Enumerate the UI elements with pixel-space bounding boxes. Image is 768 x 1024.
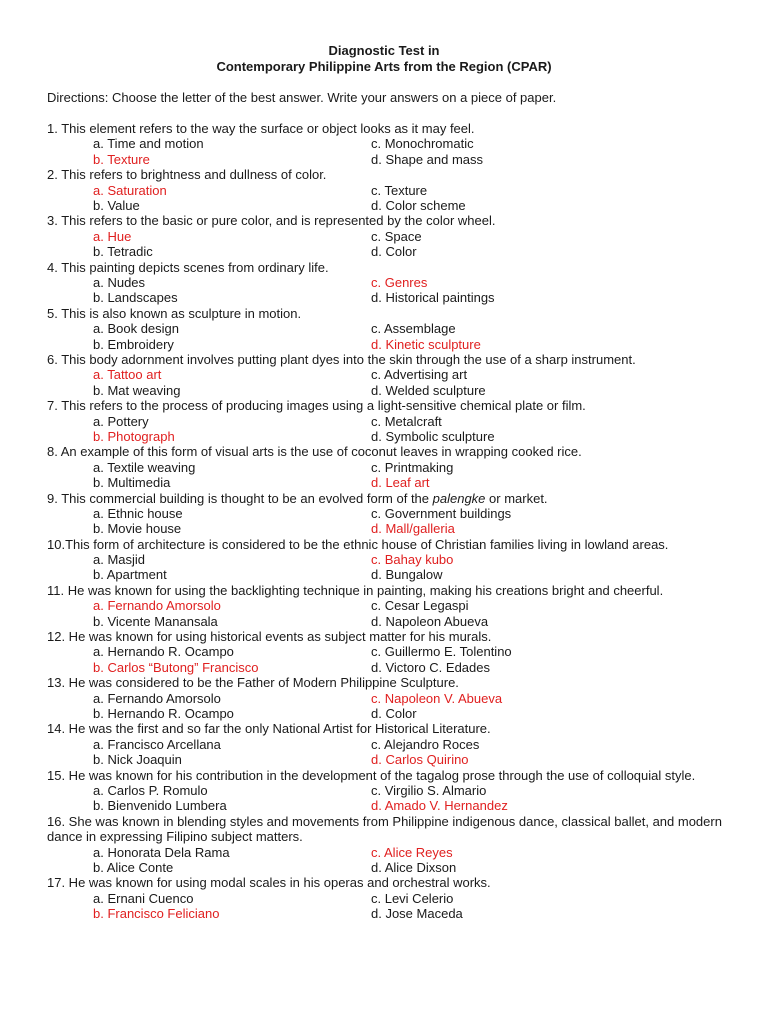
document-subtitle: Contemporary Philippine Arts from the Region (CPAR) bbox=[216, 59, 552, 74]
answer-option: a. Tattoo art bbox=[93, 367, 162, 383]
answer-choice: c. Guillermo E. Tolentino bbox=[371, 644, 512, 660]
answer-option: d. Amado V. Hernandez bbox=[371, 798, 508, 814]
option-row bbox=[47, 383, 727, 398]
answer-choice: a. Hernando R. Ocampo bbox=[93, 644, 234, 660]
question-stem: 12. He was known for using historical events as subject matter for his murals. bbox=[47, 629, 492, 645]
question-stem: 6. This body adornment involves putting plant dyes into the skin through the use of a sharp instrument. bbox=[47, 351, 636, 367]
answer-option: d. Mall/galleria bbox=[371, 521, 455, 537]
answer-choice: b. Nick Joaquin bbox=[93, 752, 182, 768]
question-item bbox=[47, 444, 727, 490]
option-row bbox=[47, 752, 727, 767]
answer-choice: b. Movie house bbox=[93, 521, 182, 537]
question-stem: 8. An example of this form of visual arts is the use of coconut leaves in wrapping cooked rice. bbox=[47, 444, 582, 460]
answer-option: b. Texture bbox=[93, 151, 150, 167]
question-stem: 11. He was known for using the backlighting technique in painting, making his creations bright and cheerful. bbox=[47, 582, 664, 598]
answer-choice: a. Honorata Dela Rama bbox=[93, 844, 230, 860]
option-row bbox=[47, 706, 727, 721]
option-row bbox=[47, 229, 727, 244]
answer-option: b. Carlos “Butong” Francisco bbox=[93, 659, 259, 675]
answer-choice: c. Metalcraft bbox=[371, 413, 442, 429]
question-stem: 13. He was considered to be the Father of Modern Philippine Sculpture. bbox=[47, 675, 459, 691]
option-row bbox=[47, 367, 727, 382]
question-item bbox=[47, 875, 727, 921]
option-row bbox=[47, 737, 727, 752]
answer-choice: a. Pottery bbox=[93, 413, 149, 429]
question-item bbox=[47, 121, 727, 167]
answer-choice: d. Jose Maceda bbox=[371, 906, 463, 922]
option-row bbox=[47, 321, 727, 336]
question-item bbox=[47, 583, 727, 629]
answer-choice: b. Apartment bbox=[93, 567, 167, 583]
answer-choice: d. Symbolic sculpture bbox=[371, 428, 495, 444]
question-item bbox=[47, 675, 727, 721]
option-row bbox=[47, 660, 727, 675]
question-stem: 1. This element refers to the way the surface or object looks as it may feel. bbox=[47, 121, 475, 136]
option-row bbox=[47, 552, 727, 567]
directions-text: Directions: Choose the letter of the best answer. Write your answers on a piece of paper. bbox=[47, 90, 557, 105]
answer-option: a. Fernando Amorsolo bbox=[93, 598, 221, 614]
question-item bbox=[47, 213, 727, 259]
question-stem: 9. This commercial building is thought to be an evolved form of the palengke or market. bbox=[47, 490, 548, 506]
answer-choice: a. Ernani Cuenco bbox=[93, 890, 194, 906]
option-row bbox=[47, 891, 727, 906]
answer-option: d. Kinetic sculpture bbox=[371, 336, 481, 352]
option-row bbox=[47, 183, 727, 198]
answer-choice: d. Victoro C. Edades bbox=[371, 659, 490, 675]
option-row bbox=[47, 906, 727, 921]
question-item bbox=[47, 352, 727, 398]
answer-option: c. Napoleon V. Abueva bbox=[371, 690, 503, 706]
answer-choice: a. Masjid bbox=[93, 552, 146, 568]
answer-choice: c. Monochromatic bbox=[371, 136, 474, 152]
option-row bbox=[47, 475, 727, 490]
answer-choice: d. Color scheme bbox=[371, 197, 466, 213]
answer-choice: a. Nudes bbox=[93, 274, 146, 290]
question-item bbox=[47, 537, 727, 583]
option-row bbox=[47, 275, 727, 290]
answer-choice: a. Time and motion bbox=[93, 136, 204, 152]
answer-choice: a. Francisco Arcellana bbox=[93, 736, 221, 752]
answer-option: a. Saturation bbox=[93, 182, 167, 198]
option-row bbox=[47, 429, 727, 444]
question-item bbox=[47, 167, 727, 213]
answer-option: c. Alice Reyes bbox=[371, 844, 453, 860]
question-stem: 3. This refers to the basic or pure color, and is represented by the color wheel. bbox=[47, 213, 496, 229]
option-row bbox=[47, 152, 727, 167]
answer-choice: b. Tetradic bbox=[93, 244, 153, 260]
answer-option: c. Bahay kubo bbox=[371, 552, 454, 568]
answer-choice: c. Assemblage bbox=[371, 321, 456, 337]
answer-choice: b. Mat weaving bbox=[93, 382, 181, 398]
option-row bbox=[47, 521, 727, 536]
answer-choice: c. Alejandro Roces bbox=[371, 736, 480, 752]
answer-option: d. Carlos Quirino bbox=[371, 752, 469, 768]
option-row bbox=[47, 614, 727, 629]
option-row bbox=[47, 567, 727, 582]
question-stem: 5. This is also known as sculpture in motion. bbox=[47, 305, 302, 321]
question-item bbox=[47, 629, 727, 675]
answer-choice: a. Book design bbox=[93, 321, 180, 337]
answer-choice: b. Vicente Manansala bbox=[93, 613, 218, 629]
question-stem: 16. She was known in blending styles and movements from Philippine indigenous dance, classical ballet, and modern dance in expressing Filipino subject matters. bbox=[47, 813, 722, 845]
option-row bbox=[47, 198, 727, 213]
answer-choice: b. Landscapes bbox=[93, 290, 178, 306]
question-item bbox=[47, 721, 727, 767]
answer-option: b. Francisco Feliciano bbox=[93, 906, 220, 922]
answer-choice: d. Color bbox=[371, 706, 417, 722]
answer-choice: d. Bungalow bbox=[371, 567, 443, 583]
option-row bbox=[47, 691, 727, 706]
question-stem: 17. He was known for using modal scales in his operas and orchestral works. bbox=[47, 875, 491, 891]
question-item bbox=[47, 491, 727, 537]
question-item bbox=[47, 814, 727, 876]
answer-option: c. Genres bbox=[371, 274, 428, 290]
question-stem: 7. This refers to the process of producing images using a light-sensitive chemical plate or film. bbox=[47, 398, 586, 414]
option-row bbox=[47, 783, 727, 798]
answer-choice: d. Historical paintings bbox=[371, 290, 495, 306]
option-row bbox=[47, 506, 727, 521]
question-stem: 10.This form of architecture is considered to be the ethnic house of Christian families living in lowland areas. bbox=[47, 536, 669, 552]
answer-choice: d. Napoleon Abueva bbox=[371, 613, 489, 629]
answer-choice: c. Space bbox=[371, 228, 422, 244]
document-title: Diagnostic Test in bbox=[328, 43, 440, 58]
answer-choice: b. Embroidery bbox=[93, 336, 174, 352]
answer-choice: d. Shape and mass bbox=[371, 151, 484, 167]
answer-choice: c. Virgilio S. Almario bbox=[371, 783, 487, 799]
answer-choice: a. Fernando Amorsolo bbox=[93, 690, 221, 706]
answer-choice: a. Ethnic house bbox=[93, 505, 183, 521]
answer-choice: b. Alice Conte bbox=[93, 860, 174, 876]
question-stem: 15. He was known for his contribution in the development of the tagalog prose through the use of colloquial style. bbox=[47, 767, 696, 783]
answer-choice: b. Value bbox=[93, 197, 140, 213]
answer-option: b. Photograph bbox=[93, 428, 175, 444]
answer-choice: d. Alice Dixson bbox=[371, 860, 457, 876]
answer-choice: a. Textile weaving bbox=[93, 459, 196, 475]
option-row bbox=[47, 337, 727, 352]
answer-option: a. Hue bbox=[93, 228, 132, 244]
question-item bbox=[47, 398, 727, 444]
question-list bbox=[47, 121, 727, 922]
answer-choice: c. Printmaking bbox=[371, 459, 454, 475]
answer-option: d. Leaf art bbox=[371, 475, 430, 491]
answer-choice: c. Levi Celerio bbox=[371, 890, 454, 906]
answer-choice: b. Multimedia bbox=[93, 475, 171, 491]
answer-choice: c. Government buildings bbox=[371, 505, 512, 521]
question-stem: 2. This refers to brightness and dullness of color. bbox=[47, 167, 327, 183]
answer-choice: b. Hernando R. Ocampo bbox=[93, 706, 234, 722]
option-row bbox=[47, 290, 727, 305]
answer-choice: d. Welded sculpture bbox=[371, 382, 486, 398]
question-stem: 14. He was the first and so far the only National Artist for Historical Literature. bbox=[47, 721, 491, 737]
option-row bbox=[47, 414, 727, 429]
answer-choice: c. Advertising art bbox=[371, 367, 468, 383]
answer-choice: c. Cesar Legaspi bbox=[371, 598, 469, 614]
question-stem: 4. This painting depicts scenes from ordinary life. bbox=[47, 259, 329, 275]
option-row bbox=[47, 798, 727, 813]
question-item bbox=[47, 306, 727, 352]
answer-choice: a. Carlos P. Romulo bbox=[93, 783, 208, 799]
option-row bbox=[47, 598, 727, 613]
question-item bbox=[47, 768, 727, 814]
option-row bbox=[47, 860, 727, 875]
option-row bbox=[47, 845, 727, 860]
question-item bbox=[47, 260, 727, 306]
answer-choice: b. Bienvenido Lumbera bbox=[93, 798, 227, 814]
answer-choice: d. Color bbox=[371, 244, 417, 260]
answer-choice: c. Texture bbox=[371, 182, 428, 198]
option-row bbox=[47, 136, 727, 151]
option-row bbox=[47, 460, 727, 475]
option-row bbox=[47, 244, 727, 259]
option-row bbox=[47, 644, 727, 659]
